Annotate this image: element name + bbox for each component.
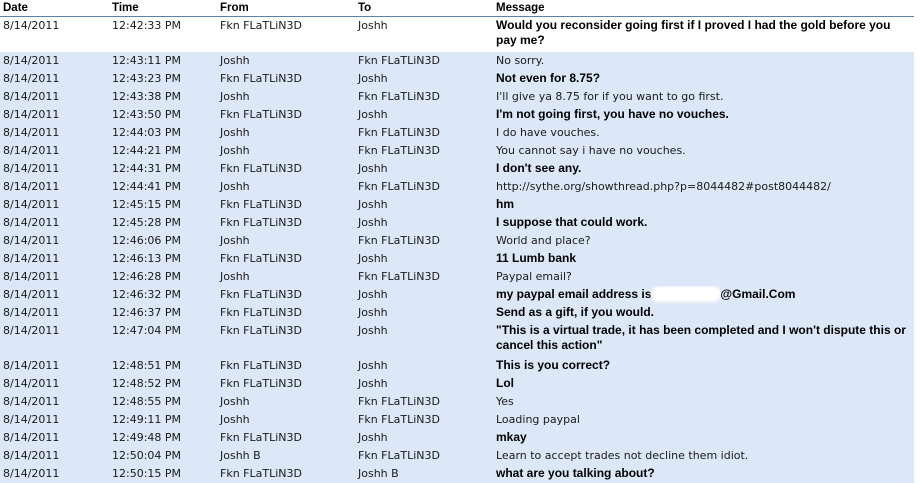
cell-time: 12:46:32 PM — [109, 286, 217, 304]
cell-date: 8/14/2011 — [0, 178, 109, 196]
table-row[interactable] — [0, 142, 914, 160]
cell-message: http://sythe.org/showthread.php?p=8044482#post8044482/ — [493, 178, 914, 196]
cell-time: 12:46:06 PM — [109, 232, 217, 250]
table-row[interactable] — [0, 17, 914, 53]
cell-date: 8/14/2011 — [0, 124, 109, 142]
cell-date: 8/14/2011 — [0, 70, 109, 88]
table-row[interactable] — [0, 286, 914, 304]
cell-to: Fkn FLaTLiN3D — [355, 268, 493, 286]
cell-from: Fkn FLaTLiN3D — [217, 196, 355, 214]
cell-message: I do have vouches. — [493, 124, 914, 142]
cell-date: 8/14/2011 — [0, 232, 109, 250]
cell-date: 8/14/2011 — [0, 447, 109, 465]
cell-message: Not even for 8.75? — [493, 70, 914, 88]
cell-from: Fkn FLaTLiN3D — [217, 465, 355, 483]
column-header-to[interactable]: To — [355, 0, 493, 17]
cell-from: Fkn FLaTLiN3D — [217, 375, 355, 393]
cell-from: Fkn FLaTLiN3D — [217, 357, 355, 375]
table-row[interactable] — [0, 70, 914, 88]
cell-date: 8/14/2011 — [0, 106, 109, 124]
cell-to: Joshh — [355, 429, 493, 447]
cell-time: 12:48:55 PM — [109, 393, 217, 411]
cell-to: Fkn FLaTLiN3D — [355, 178, 493, 196]
cell-from: Joshh — [217, 142, 355, 160]
table-row[interactable] — [0, 88, 914, 106]
message-rows — [0, 17, 914, 483]
table-row[interactable] — [0, 429, 914, 447]
cell-time: 12:43:11 PM — [109, 52, 217, 70]
cell-from: Joshh — [217, 52, 355, 70]
redaction-mark — [653, 288, 719, 300]
column-header-time[interactable]: Time — [109, 0, 217, 17]
message-text-tail: @Gmail.Com — [720, 287, 795, 301]
table-row[interactable] — [0, 268, 914, 286]
cell-from: Joshh — [217, 393, 355, 411]
cell-message: mkay — [493, 429, 914, 447]
cell-time: 12:48:52 PM — [109, 375, 217, 393]
table-row[interactable] — [0, 196, 914, 214]
column-header-date[interactable]: Date — [0, 0, 109, 17]
cell-time: 12:45:28 PM — [109, 214, 217, 232]
cell-message: Paypal email? — [493, 268, 914, 286]
column-header-from[interactable]: From — [217, 0, 355, 17]
cell-message: World and place? — [493, 232, 914, 250]
cell-message — [493, 286, 914, 304]
cell-date: 8/14/2011 — [0, 214, 109, 232]
table-row[interactable] — [0, 178, 914, 196]
cell-time: 12:49:11 PM — [109, 411, 217, 429]
cell-message: Lol — [493, 375, 914, 393]
cell-from: Fkn FLaTLiN3D — [217, 160, 355, 178]
table-row[interactable] — [0, 52, 914, 70]
cell-to: Joshh — [355, 357, 493, 375]
cell-message: I don't see any. — [493, 160, 914, 178]
cell-date: 8/14/2011 — [0, 52, 109, 70]
cell-date: 8/14/2011 — [0, 393, 109, 411]
cell-to: Joshh — [355, 106, 493, 124]
cell-date: 8/14/2011 — [0, 465, 109, 483]
cell-message: I'm not going first, you have no vouches. — [493, 106, 914, 124]
table-row[interactable] — [0, 124, 914, 142]
cell-to: Fkn FLaTLiN3D — [355, 124, 493, 142]
cell-time: 12:50:15 PM — [109, 465, 217, 483]
cell-time: 12:47:04 PM — [109, 322, 217, 357]
cell-message: Loading paypal — [493, 411, 914, 429]
table-row[interactable] — [0, 160, 914, 178]
cell-time: 12:44:41 PM — [109, 178, 217, 196]
cell-time: 12:42:33 PM — [109, 17, 217, 53]
cell-date: 8/14/2011 — [0, 322, 109, 357]
header-row — [0, 0, 914, 17]
cell-from: Fkn FLaTLiN3D — [217, 322, 355, 357]
table-row[interactable] — [0, 232, 914, 250]
cell-time: 12:48:51 PM — [109, 357, 217, 375]
cell-date: 8/14/2011 — [0, 375, 109, 393]
cell-date: 8/14/2011 — [0, 196, 109, 214]
cell-message: I'll give ya 8.75 for if you want to go first. — [493, 88, 914, 106]
table-row[interactable] — [0, 304, 914, 322]
cell-date: 8/14/2011 — [0, 286, 109, 304]
cell-message: Send as a gift, if you would. — [493, 304, 914, 322]
cell-from: Fkn FLaTLiN3D — [217, 17, 355, 53]
cell-date: 8/14/2011 — [0, 160, 109, 178]
cell-time: 12:44:31 PM — [109, 160, 217, 178]
cell-from: Joshh B — [217, 447, 355, 465]
cell-from: Joshh — [217, 232, 355, 250]
cell-date: 8/14/2011 — [0, 411, 109, 429]
cell-message: This is you correct? — [493, 357, 914, 375]
cell-time: 12:50:04 PM — [109, 447, 217, 465]
cell-to: Fkn FLaTLiN3D — [355, 393, 493, 411]
column-header-message[interactable]: Message — [493, 0, 914, 17]
cell-to: Joshh — [355, 17, 493, 53]
cell-to: Joshh — [355, 250, 493, 268]
cell-to: Joshh — [355, 304, 493, 322]
cell-time: 12:46:13 PM — [109, 250, 217, 268]
cell-from: Fkn FLaTLiN3D — [217, 429, 355, 447]
cell-from: Fkn FLaTLiN3D — [217, 304, 355, 322]
cell-message: "This is a virtual trade, it has been completed and I won't dispute this or cancel this action" — [493, 322, 914, 357]
table-row[interactable] — [0, 447, 914, 465]
table-row[interactable] — [0, 375, 914, 393]
cell-message: I suppose that could work. — [493, 214, 914, 232]
cell-from: Joshh — [217, 268, 355, 286]
cell-to: Joshh — [355, 214, 493, 232]
cell-to: Fkn FLaTLiN3D — [355, 411, 493, 429]
cell-message: Yes — [493, 393, 914, 411]
table-row[interactable] — [0, 322, 914, 357]
cell-date: 8/14/2011 — [0, 88, 109, 106]
cell-to: Fkn FLaTLiN3D — [355, 52, 493, 70]
message-text: my paypal email address is — [496, 287, 651, 301]
cell-message: 11 Lumb bank — [493, 250, 914, 268]
cell-from: Fkn FLaTLiN3D — [217, 286, 355, 304]
table-row[interactable] — [0, 106, 914, 124]
cell-time: 12:45:15 PM — [109, 196, 217, 214]
cell-date: 8/14/2011 — [0, 250, 109, 268]
cell-to: Joshh B — [355, 465, 493, 483]
cell-message: what are you talking about? — [493, 465, 914, 483]
cell-from: Joshh — [217, 88, 355, 106]
cell-to: Fkn FLaTLiN3D — [355, 447, 493, 465]
cell-from: Joshh — [217, 124, 355, 142]
cell-to: Joshh — [355, 70, 493, 88]
cell-to: Fkn FLaTLiN3D — [355, 232, 493, 250]
cell-from: Fkn FLaTLiN3D — [217, 70, 355, 88]
cell-message: hm — [493, 196, 914, 214]
cell-to: Joshh — [355, 160, 493, 178]
cell-time: 12:44:21 PM — [109, 142, 217, 160]
cell-from: Fkn FLaTLiN3D — [217, 214, 355, 232]
cell-message: No sorry. — [493, 52, 914, 70]
table-row[interactable] — [0, 357, 914, 375]
cell-time: 12:43:38 PM — [109, 88, 217, 106]
cell-time: 12:43:50 PM — [109, 106, 217, 124]
cell-date: 8/14/2011 — [0, 357, 109, 375]
cell-date: 8/14/2011 — [0, 17, 109, 53]
cell-time: 12:46:37 PM — [109, 304, 217, 322]
cell-time: 12:49:48 PM — [109, 429, 217, 447]
cell-message: Learn to accept trades not decline them idiot. — [493, 447, 914, 465]
cell-date: 8/14/2011 — [0, 142, 109, 160]
cell-date: 8/14/2011 — [0, 429, 109, 447]
cell-time: 12:46:28 PM — [109, 268, 217, 286]
cell-from: Fkn FLaTLiN3D — [217, 106, 355, 124]
cell-from: Joshh — [217, 178, 355, 196]
cell-from: Joshh — [217, 411, 355, 429]
cell-date: 8/14/2011 — [0, 304, 109, 322]
cell-time: 12:43:23 PM — [109, 70, 217, 88]
cell-message: Would you reconsider going first if I proved I had the gold before you pay me? — [493, 17, 914, 53]
cell-time: 12:44:03 PM — [109, 124, 217, 142]
table-row[interactable] — [0, 465, 914, 483]
cell-date: 8/14/2011 — [0, 268, 109, 286]
cell-message: You cannot say i have no vouches. — [493, 142, 914, 160]
cell-from: Fkn FLaTLiN3D — [217, 250, 355, 268]
cell-to: Joshh — [355, 322, 493, 357]
table-row[interactable] — [0, 214, 914, 232]
cell-to: Joshh — [355, 196, 493, 214]
cell-to: Fkn FLaTLiN3D — [355, 88, 493, 106]
cell-to: Joshh — [355, 286, 493, 304]
cell-to: Joshh — [355, 375, 493, 393]
table-row[interactable] — [0, 411, 914, 429]
table-row[interactable] — [0, 250, 914, 268]
cell-to: Fkn FLaTLiN3D — [355, 142, 493, 160]
table-row[interactable] — [0, 393, 914, 411]
